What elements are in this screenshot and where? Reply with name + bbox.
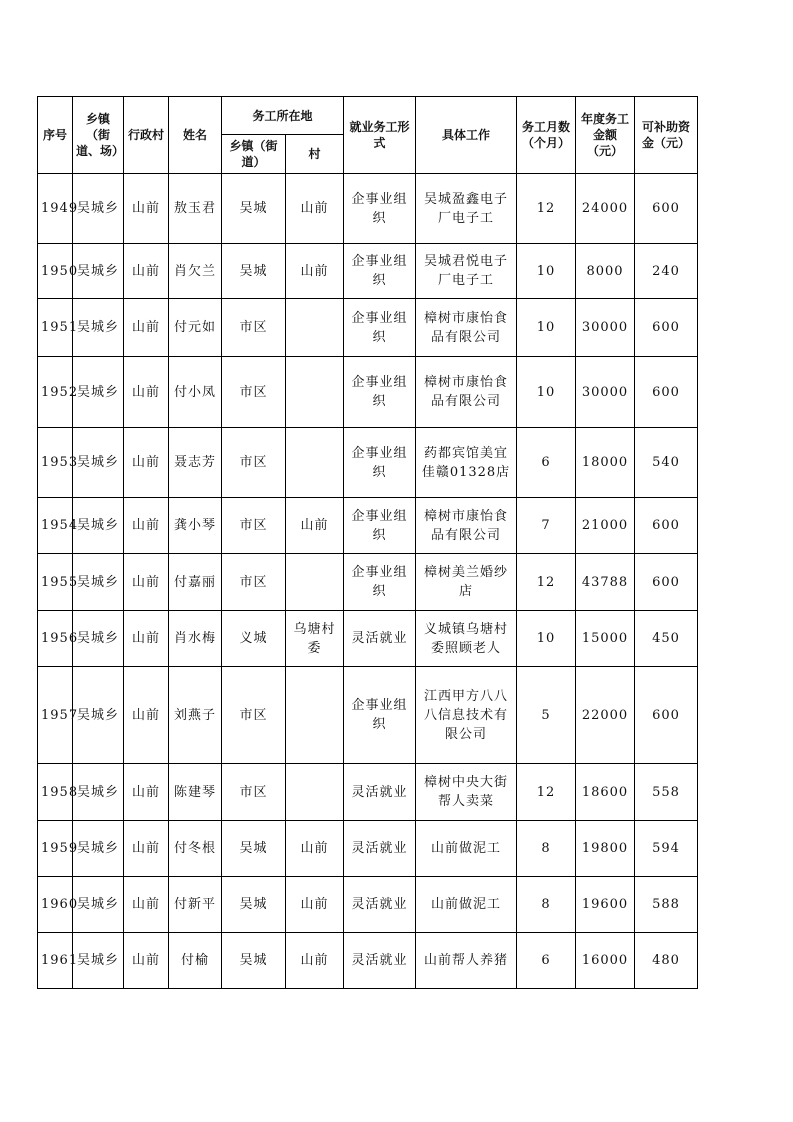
row-subsidy: 588	[635, 877, 698, 933]
row-employment-form: 企事业组织	[344, 299, 416, 357]
row-months: 8	[517, 877, 576, 933]
row-employment-form: 灵活就业	[344, 933, 416, 989]
row-index: 1952	[38, 357, 73, 428]
row-income: 19600	[576, 877, 635, 933]
row-work-township: 市区	[222, 299, 286, 357]
row-township: 吴城乡	[73, 764, 124, 821]
row-work-township: 市区	[222, 428, 286, 498]
row-employment-form: 企事业组织	[344, 667, 416, 764]
row-name: 付榆	[169, 933, 222, 989]
row-months: 7	[517, 498, 576, 554]
row-work-township: 吴城	[222, 174, 286, 244]
row-village: 山前	[124, 877, 169, 933]
row-name: 付嘉丽	[169, 554, 222, 611]
row-work-village	[286, 299, 344, 357]
table-row	[38, 554, 698, 611]
row-income: 15000	[576, 611, 635, 667]
row-income: 30000	[576, 299, 635, 357]
row-subsidy: 600	[635, 498, 698, 554]
row-name: 敖玉君	[169, 174, 222, 244]
row-work-township: 市区	[222, 498, 286, 554]
row-township: 吴城乡	[73, 244, 124, 299]
row-employment-form: 企事业组织	[344, 174, 416, 244]
row-employment-form: 灵活就业	[344, 877, 416, 933]
row-township: 吴城乡	[73, 933, 124, 989]
row-months: 8	[517, 821, 576, 877]
row-name: 付小凤	[169, 357, 222, 428]
row-work-township: 义城	[222, 611, 286, 667]
row-job: 山前帮人养猪	[416, 933, 517, 989]
row-name: 聂志芳	[169, 428, 222, 498]
row-months: 5	[517, 667, 576, 764]
row-income: 18000	[576, 428, 635, 498]
row-township: 吴城乡	[73, 877, 124, 933]
row-village: 山前	[124, 821, 169, 877]
row-employment-form: 企事业组织	[344, 554, 416, 611]
row-work-village: 山前	[286, 933, 344, 989]
row-name: 陈建琴	[169, 764, 222, 821]
row-job: 吴城君悦电子厂电子工	[416, 244, 517, 299]
table-row	[38, 611, 698, 667]
table-row	[38, 877, 698, 933]
row-index: 1957	[38, 667, 73, 764]
table-row	[38, 764, 698, 821]
row-months: 10	[517, 299, 576, 357]
row-index: 1961	[38, 933, 73, 989]
row-township: 吴城乡	[73, 611, 124, 667]
row-subsidy: 600	[635, 357, 698, 428]
row-work-village	[286, 554, 344, 611]
row-months: 12	[517, 554, 576, 611]
row-index: 1960	[38, 877, 73, 933]
header-index: 序号	[38, 97, 73, 174]
row-work-township: 市区	[222, 764, 286, 821]
row-months: 12	[517, 174, 576, 244]
row-township: 吴城乡	[73, 299, 124, 357]
header-employment-form: 就业务工形式	[344, 97, 416, 174]
row-work-village	[286, 428, 344, 498]
row-village: 山前	[124, 174, 169, 244]
row-village: 山前	[124, 428, 169, 498]
row-employment-form: 灵活就业	[344, 611, 416, 667]
row-index: 1951	[38, 299, 73, 357]
row-village: 山前	[124, 498, 169, 554]
row-income: 8000	[576, 244, 635, 299]
table-row	[38, 299, 698, 357]
row-subsidy: 600	[635, 299, 698, 357]
row-subsidy: 594	[635, 821, 698, 877]
row-index: 1956	[38, 611, 73, 667]
row-income: 19800	[576, 821, 635, 877]
row-job: 樟树中央大街帮人卖菜	[416, 764, 517, 821]
row-job: 义城镇乌塘村委照顾老人	[416, 611, 517, 667]
header-months: 务工月数（个月）	[517, 97, 576, 174]
row-work-township: 市区	[222, 357, 286, 428]
row-name: 肖水梅	[169, 611, 222, 667]
row-employment-form: 灵活就业	[344, 821, 416, 877]
row-name: 刘燕子	[169, 667, 222, 764]
row-work-township: 市区	[222, 667, 286, 764]
row-township: 吴城乡	[73, 174, 124, 244]
table-row	[38, 174, 698, 244]
row-work-township: 吴城	[222, 877, 286, 933]
row-subsidy: 558	[635, 764, 698, 821]
header-work-village: 村	[286, 135, 344, 174]
row-income: 30000	[576, 357, 635, 428]
row-index: 1955	[38, 554, 73, 611]
row-township: 吴城乡	[73, 357, 124, 428]
row-village: 山前	[124, 933, 169, 989]
row-employment-form: 灵活就业	[344, 764, 416, 821]
table-row	[38, 498, 698, 554]
row-months: 12	[517, 764, 576, 821]
row-village: 山前	[124, 244, 169, 299]
header-name: 姓名	[169, 97, 222, 174]
header-township: 乡镇（街道、场）	[73, 97, 124, 174]
header-job: 具体工作	[416, 97, 517, 174]
row-months: 10	[517, 244, 576, 299]
row-income: 22000	[576, 667, 635, 764]
row-income: 18600	[576, 764, 635, 821]
row-job: 吴城盈鑫电子厂电子工	[416, 174, 517, 244]
row-work-village: 乌塘村委	[286, 611, 344, 667]
row-job: 樟树市康怡食品有限公司	[416, 498, 517, 554]
row-name: 付新平	[169, 877, 222, 933]
table-row	[38, 821, 698, 877]
row-work-village: 山前	[286, 877, 344, 933]
table-row	[38, 667, 698, 764]
row-village: 山前	[124, 667, 169, 764]
row-job: 药都宾馆美宜佳赣01328店	[416, 428, 517, 498]
row-village: 山前	[124, 611, 169, 667]
row-subsidy: 540	[635, 428, 698, 498]
row-work-township: 吴城	[222, 821, 286, 877]
row-work-village	[286, 764, 344, 821]
row-index: 1950	[38, 244, 73, 299]
header-work-location: 务工所在地	[222, 97, 344, 135]
row-township: 吴城乡	[73, 667, 124, 764]
row-employment-form: 企事业组织	[344, 244, 416, 299]
table-body	[38, 174, 698, 989]
row-index: 1959	[38, 821, 73, 877]
row-months: 10	[517, 611, 576, 667]
row-job: 山前做泥工	[416, 877, 517, 933]
table-header	[38, 97, 698, 174]
row-village: 山前	[124, 357, 169, 428]
header-annual-income: 年度务工金额（元）	[576, 97, 635, 174]
row-income: 24000	[576, 174, 635, 244]
row-work-village: 山前	[286, 821, 344, 877]
row-subsidy: 600	[635, 174, 698, 244]
row-township: 吴城乡	[73, 428, 124, 498]
header-village: 行政村	[124, 97, 169, 174]
row-subsidy: 240	[635, 244, 698, 299]
row-index: 1958	[38, 764, 73, 821]
row-work-village: 山前	[286, 244, 344, 299]
table-row	[38, 244, 698, 299]
row-work-township: 吴城	[222, 244, 286, 299]
row-job: 樟树市康怡食品有限公司	[416, 299, 517, 357]
header-work-township: 乡镇（街道）	[222, 135, 286, 174]
row-income: 16000	[576, 933, 635, 989]
row-work-village	[286, 357, 344, 428]
row-job: 樟树市康怡食品有限公司	[416, 357, 517, 428]
row-subsidy: 600	[635, 554, 698, 611]
row-index: 1953	[38, 428, 73, 498]
header-subsidy: 可补助资金（元）	[635, 97, 698, 174]
row-subsidy: 600	[635, 667, 698, 764]
row-village: 山前	[124, 764, 169, 821]
row-township: 吴城乡	[73, 498, 124, 554]
row-work-village: 山前	[286, 498, 344, 554]
table-row	[38, 357, 698, 428]
row-work-township: 市区	[222, 554, 286, 611]
row-employment-form: 企事业组织	[344, 357, 416, 428]
row-subsidy: 480	[635, 933, 698, 989]
row-township: 吴城乡	[73, 554, 124, 611]
row-village: 山前	[124, 299, 169, 357]
row-employment-form: 企事业组织	[344, 428, 416, 498]
row-work-village: 山前	[286, 174, 344, 244]
row-job: 江西甲方八八八信息技术有限公司	[416, 667, 517, 764]
employment-subsidy-table	[37, 96, 698, 989]
row-income: 21000	[576, 498, 635, 554]
table-row	[38, 428, 698, 498]
row-name: 龚小琴	[169, 498, 222, 554]
row-name: 付元如	[169, 299, 222, 357]
row-subsidy: 450	[635, 611, 698, 667]
row-name: 肖欠兰	[169, 244, 222, 299]
row-village: 山前	[124, 554, 169, 611]
row-work-township: 吴城	[222, 933, 286, 989]
row-months: 6	[517, 428, 576, 498]
row-work-village	[286, 667, 344, 764]
row-township: 吴城乡	[73, 821, 124, 877]
row-name: 付冬根	[169, 821, 222, 877]
row-income: 43788	[576, 554, 635, 611]
row-job: 山前做泥工	[416, 821, 517, 877]
row-months: 6	[517, 933, 576, 989]
row-months: 10	[517, 357, 576, 428]
table-row	[38, 933, 698, 989]
row-index: 1954	[38, 498, 73, 554]
row-employment-form: 企事业组织	[344, 498, 416, 554]
row-job: 樟树美兰婚纱店	[416, 554, 517, 611]
row-index: 1949	[38, 174, 73, 244]
